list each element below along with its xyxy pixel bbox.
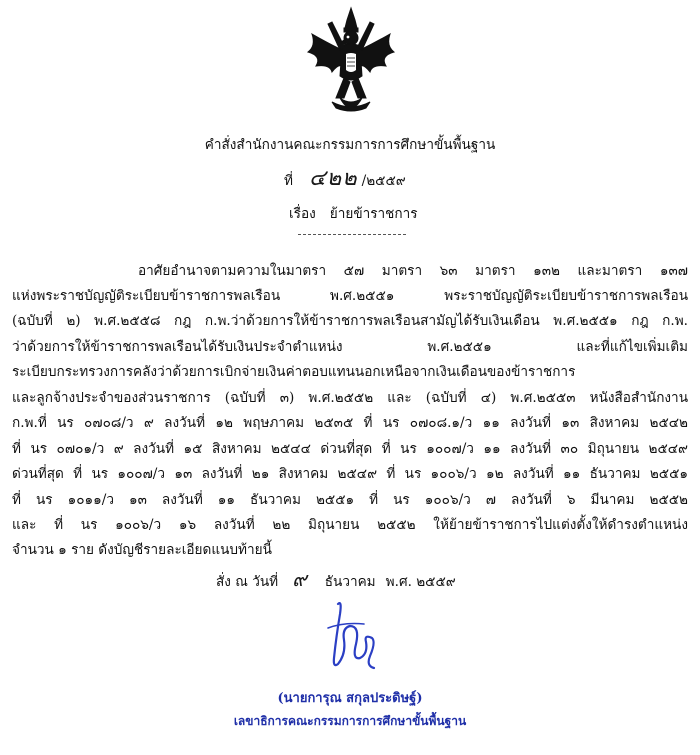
body-line: ก.พ.ที่ นร ๐๗๐๘/ว ๙ ลงวันที่ ๑๒ พฤษภาคม ๒๕๓๕ ที่ นร ๐๗๐๘.๑/ว ๑๑ ลงวันที่ ๑๓ สิงหาคม ๒๕๔๒ — [12, 415, 688, 431]
body-line: ที่ นร ๐๗๐๑/ว ๙ ลงวันที่ ๑๕ สิงหาคม ๒๕๔๔ ด่วนที่สุด ที่ นร ๑๐๐๗/ว ๑๑ ลงวันที่ ๓๐ มิถุนายน ๒๕๔๙ — [12, 441, 688, 457]
body-line: อาศัยอำนาจตามความในมาตรา ๕๗ มาตรา ๖๓ มาตรา ๑๓๒ และมาตรา ๑๓๗ — [138, 263, 688, 279]
body-line: ที่ นร ๑๐๑๑/ว ๑๓ ลงวันที่ ๑๑ ธันวาคม ๒๕๕๑ ที่ นร ๑๐๐๖/ว ๗ ลงวันที่ ๖ มีนาคม ๒๕๕๒ — [12, 492, 688, 508]
order-number-suffix: /๒๕๕๙ — [361, 173, 406, 189]
signed-year: พ.ศ. ๒๕๕๙ — [385, 574, 456, 590]
body-line: ระเบียบกระทรวงการคลังว่าด้วยการเบิกจ่ายเงินค่าตอบแทนนอกเหนือจากเงินเดือนของข้าราชการ — [12, 364, 576, 380]
signatory-position: เลขาธิการคณะกรรมการการศึกษาขั้นพื้นฐาน — [233, 714, 467, 728]
body-line: (ฉบับที่ ๒) พ.ศ.๒๕๕๘ กฎ ก.พ.ว่าด้วยการให้ข้าราชการพลเรือนสามัญได้รับเงินเดือน พ.ศ.๒๕๕๑ กฎ ก.พ. — [12, 313, 688, 329]
garuda-emblem-icon — [302, 6, 400, 118]
signed-prefix: สั่ง ณ วันที่ — [216, 574, 279, 590]
order-number-handwritten: ๔๒๒ — [308, 166, 358, 191]
title-divider — [298, 234, 406, 235]
subject-label: เรื่อง — [289, 206, 316, 222]
order-title: คำสั่งสำนักงานคณะกรรมการการศึกษาขั้นพื้นฐาน — [204, 137, 496, 153]
body-line: ด่วนที่สุด ที่ นร ๑๐๐๗/ว ๑๓ ลงวันที่ ๒๑ สิงหาคม ๒๕๔๙ ที่ นร ๑๐๐๖/ว ๑๒ ลงวันที่ ๑๑ ธันวาคม ๒๕๕๑ — [12, 466, 688, 482]
signed-date — [216, 567, 456, 591]
signed-month: ธันวาคม — [324, 574, 376, 590]
order-subject — [289, 205, 418, 223]
handwritten-signature-icon — [320, 598, 380, 676]
body-line: และ ที่ นร ๑๐๐๖/ว ๑๖ ลงวันที่ ๒๒ มิถุนายน ๒๕๕๒ ให้ย้ายข้าราชการไปแต่งตั้งให้ดำรงตำแหน่ง — [12, 517, 688, 533]
body-line: แห่งพระราชบัญญัติระเบียบข้าราชการพลเรือน พ.ศ.๒๕๕๑ พระราชบัญญัติระเบียบข้าราชการพลเรือน — [12, 288, 688, 304]
signed-day-handwritten: ๙ — [292, 567, 307, 591]
order-number — [284, 166, 406, 191]
body-line: ว่าด้วยการให้ข้าราชการพลเรือนได้รับเงินประจำตำแหน่ง พ.ศ.๒๕๕๑ และที่แก้ไขเพิ่มเติม — [12, 339, 688, 355]
subject-text: ย้ายข้าราชการ — [329, 206, 418, 222]
body-line: จำนวน ๑ ราย ดังบัญชีรายละเอียดแนบท้ายนี้ — [12, 542, 272, 558]
signatory-name: (นายการุณ สกุลประดิษฐ์) — [277, 691, 423, 706]
order-number-label: ที่ — [284, 173, 293, 189]
body-line: และลูกจ้างประจำของส่วนราชการ (ฉบับที่ ๓) พ.ศ.๒๕๕๒ และ (ฉบับที่ ๔) พ.ศ.๒๕๕๓ หนังสือสำนักงาน — [12, 390, 688, 406]
